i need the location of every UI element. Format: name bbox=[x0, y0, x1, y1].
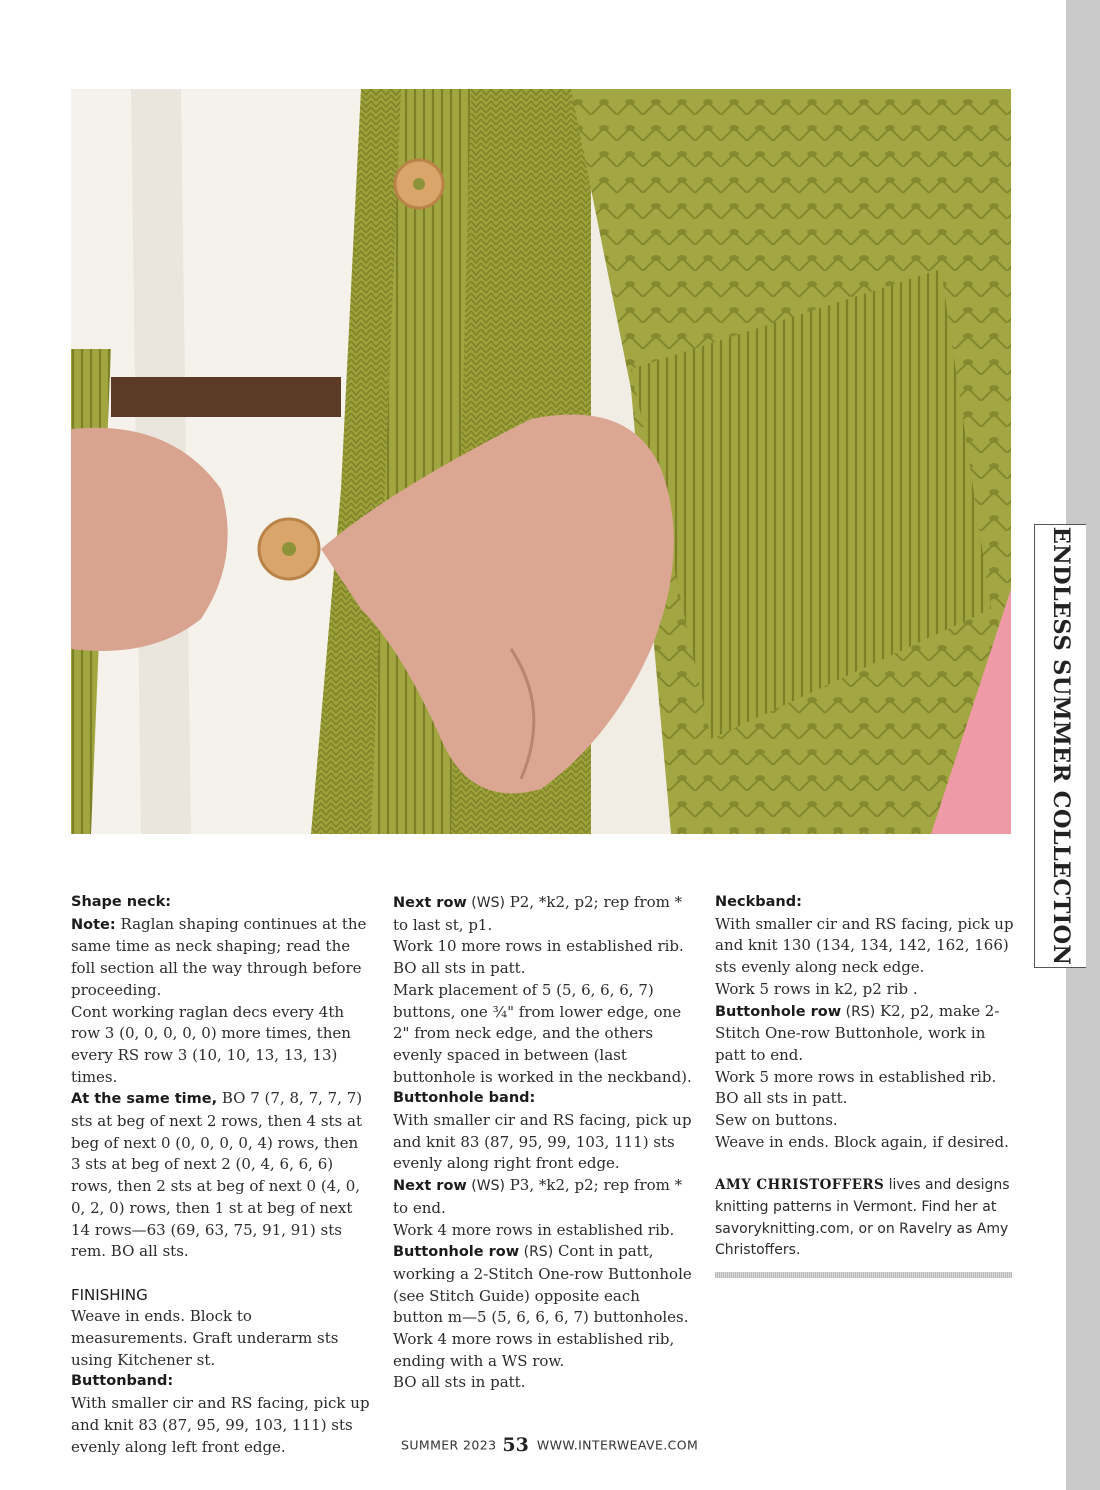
author-bio-text: lives and designs knitting patterns in Vermont. Find her at savoryknitting.com, or on Ravelry as Amy Christoffers. bbox=[715, 1177, 1010, 1259]
finishing-heading: FINISHING bbox=[71, 1285, 148, 1304]
buttonhole-row-text: Cont in patt, working a 2-Stitch One-row Buttonhole (see Stitch Guide) opposite each button m—5 (5, 6, 6, 6, 7) buttonholes. bbox=[393, 1242, 692, 1327]
mark-paragraph: Mark placement of 5 (5, 6, 6, 6, 7) buttons, one ¾" from lower edge, one 2" from neck edge, and the others evenly spaced in between (last buttonhole is worked in the neckband). bbox=[393, 980, 692, 1086]
next-row-label: Next row bbox=[393, 895, 467, 911]
work4b-paragraph: Work 4 more rows in established rib, ending with a WS row. bbox=[393, 1330, 675, 1370]
work10-paragraph: Work 10 more rows in established rib. bbox=[393, 937, 684, 956]
buttonhole-row-paragraph bbox=[715, 1001, 1015, 1067]
shape-neck-heading: Shape neck: bbox=[71, 894, 172, 910]
note-paragraph bbox=[71, 914, 371, 1002]
next-row-text: P2, *k2, p2; rep from * to last st, p1. bbox=[393, 893, 683, 934]
section-side-tab bbox=[1034, 524, 1086, 968]
sew-paragraph: Sew on buttons. bbox=[715, 1111, 838, 1130]
column-2 bbox=[393, 892, 693, 1394]
cont-paragraph: Cont working raglan decs every 4th row 3 (0, 0, 0, 0, 0) more times, then every RS row 3 (10, 10, 13, 13, 13) times. bbox=[71, 1002, 351, 1086]
next-row2-label: Next row bbox=[393, 1178, 467, 1195]
buttonband-heading: Buttonband: bbox=[71, 1373, 174, 1390]
next-row2-ws: (WS) bbox=[466, 1178, 505, 1195]
same-time-text: BO 7 (7, 8, 7, 7, 7) sts at beg of next 2 rows, then 4 sts at beg of next 0 (0, 0, 0, 0, 4) rows, then 3 sts at beg of next 2 (0, 4, 6, 6, 6) rows, then 2 sts at beg of next 0 (4, 0, 0, 2, 0) rows, then 1 st at beg of next 14 rows—63 (69, 63, 75, 91, 91) sts rem. BO all sts. bbox=[71, 1089, 363, 1261]
work5-paragraph: Work 5 rows in k2, p2 rib . bbox=[715, 979, 918, 998]
work5b-paragraph: Work 5 more rows in established rib. bbox=[715, 1067, 997, 1086]
buttonhole-row-rs: (RS) bbox=[519, 1244, 554, 1261]
same-time-paragraph bbox=[71, 1088, 371, 1263]
page-number: 53 bbox=[502, 1434, 529, 1456]
issue-season: SUMMER 2023 bbox=[401, 1437, 497, 1453]
author-bio bbox=[715, 1175, 1015, 1262]
next-row2-text: P3, *k2, p2; rep from * to end. bbox=[393, 1176, 683, 1217]
finishing-paragraph: Weave in ends. Block to measurements. Graft underarm sts using Kitchener st. bbox=[71, 1307, 339, 1369]
buttonhole-row-text: K2, p2, make 2-Stitch One-row Buttonhole, work in patt to end. bbox=[715, 1001, 1000, 1064]
weave-paragraph: Weave in ends. Block again, if desired. bbox=[715, 1132, 1009, 1151]
buttonhole-row-label: Buttonhole row bbox=[393, 1244, 520, 1261]
next-row-paragraph bbox=[393, 892, 693, 936]
bo2-paragraph: BO all sts in patt. bbox=[393, 1373, 526, 1392]
column-3 bbox=[715, 892, 1015, 1262]
buttonhole-row-paragraph bbox=[393, 1241, 693, 1329]
buttonhole-row-label: Buttonhole row bbox=[715, 1003, 842, 1020]
neckband-heading: Neckband: bbox=[715, 894, 802, 910]
bo-paragraph: BO all sts in patt. bbox=[715, 1089, 848, 1108]
neckband-paragraph: With smaller cir and RS facing, pick up and knit 130 (134, 134, 142, 162, 166) sts evenly along neck edge. bbox=[715, 914, 1014, 977]
author-name: AMY CHRISTOFFERS bbox=[715, 1177, 885, 1194]
column-1 bbox=[71, 892, 371, 1458]
work4-paragraph: Work 4 more rows in established rib. bbox=[393, 1220, 675, 1239]
bo1-paragraph: BO all sts in patt. bbox=[393, 959, 526, 978]
cardigan-photo bbox=[71, 89, 1011, 834]
website-link[interactable]: WWW.INTERWEAVE.COM bbox=[536, 1437, 699, 1453]
buttonband-paragraph: With smaller cir and RS facing, pick up and knit 83 (87, 95, 99, 103, 111) sts evenly along left front edge. bbox=[71, 1394, 370, 1456]
note-label: Note: bbox=[71, 916, 116, 933]
same-time-label: At the same time, bbox=[71, 1091, 218, 1108]
next-row-ws: (WS) bbox=[466, 895, 505, 911]
buttonhole-band-heading: Buttonhole band: bbox=[393, 1090, 536, 1107]
buttonhole-row-rs: (RS) bbox=[841, 1003, 876, 1020]
next-row2-paragraph bbox=[393, 1175, 693, 1219]
note-text: Raglan shaping continues at the same time as neck shaping; read the foll section all the way through before proceeding. bbox=[71, 914, 367, 999]
buttonhole-band-paragraph: With smaller cir and RS facing, pick up and knit 83 (87, 95, 99, 103, 111) sts evenly along right front edge. bbox=[393, 1111, 692, 1173]
bio-divider bbox=[715, 1272, 1012, 1278]
section-title: ENDLESS SUMMER COLLECTION bbox=[1047, 526, 1074, 966]
